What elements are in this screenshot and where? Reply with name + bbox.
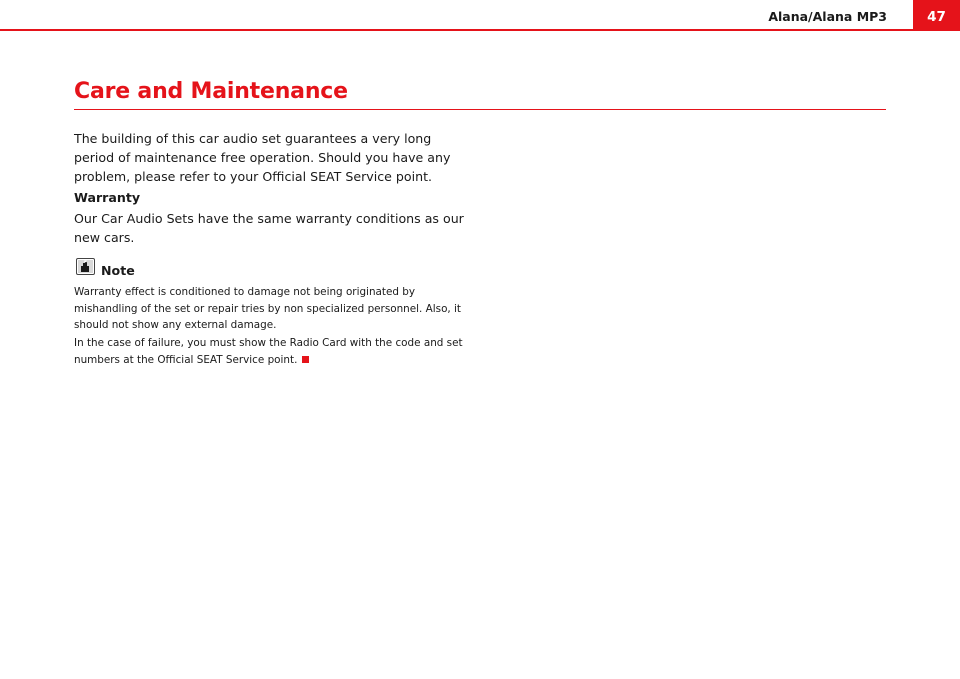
warranty-paragraph: Our Car Audio Sets have the same warranty conditions as our new cars. bbox=[74, 211, 464, 245]
title-underline bbox=[74, 109, 886, 110]
note-paragraph-last bbox=[74, 335, 469, 368]
page-number: 47 bbox=[913, 0, 960, 31]
note-icon bbox=[76, 258, 95, 275]
warranty-heading: Warranty bbox=[74, 190, 141, 205]
intro-paragraph: The building of this car audio set guarantees a very long period of maintenance free operation. Should you have any problem, please refer to your Official SEAT Service point. bbox=[74, 131, 451, 184]
header-rule bbox=[0, 29, 960, 31]
section-title: Care and Maintenance bbox=[74, 79, 348, 104]
running-header-title: Alana/Alana MP3 bbox=[768, 9, 887, 24]
note-paragraph: Warranty effect is conditioned to damage not being originated by mishandling of the set or repair tries by non specialized personnel. Also, it should not show any external damage. bbox=[74, 286, 461, 332]
note-paragraph-text: In the case of failure, you must show the Radio Card with the code and set numbers at the Official SEAT Service point. bbox=[74, 337, 463, 366]
end-of-section-marker bbox=[302, 356, 309, 363]
note-heading: Note bbox=[101, 263, 135, 278]
